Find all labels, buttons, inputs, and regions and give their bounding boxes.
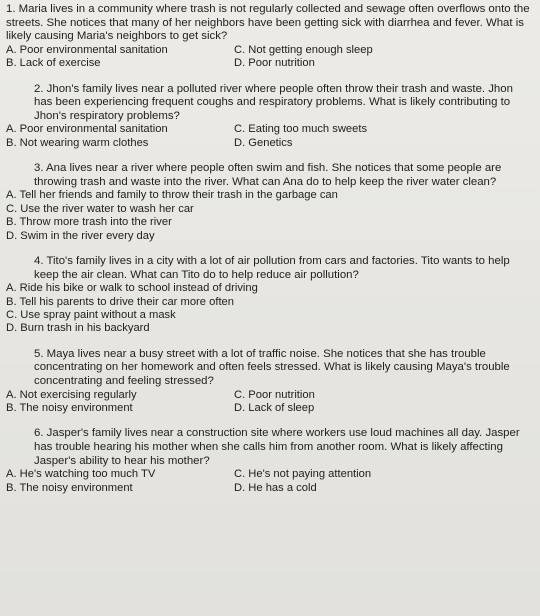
question-1-option-c: C. Not getting enough sleep [234,43,373,56]
question-4 [6,255,532,336]
question-4-stem: 4. Tito's family lives in a city with a lot of air pollution from cars and factories. Tito wants to help keep the air clean. What can Tito do to help reduce air pollution? [34,255,510,281]
question-5-option-d: D. Lack of sleep [234,402,315,414]
question-3-stem: 3. Ana lives near a river where people often swim and fish. She notices that some people are throwing trash and waste into the river. What can Ana do to help keep the river water clean? [34,162,502,188]
question-3-option-a: A. Tell her friends and family to throw their trash in the garbage can [6,189,338,202]
question-2-option-c: C. Eating too much sweets [234,123,368,136]
question-5 [6,348,532,416]
question-6-option-a: A. He's watching too much TV [6,468,156,481]
question-2-option-a: A. Poor environmental sanitation [6,123,168,136]
question-5-option-a: A. Not exercising regularly [6,388,137,401]
question-1 [6,3,532,71]
question-6-option-c: C. He's not paying attention [234,468,372,481]
question-6-stem: 6. Jasper's family lives near a construction site where workers use loud machines all day. Jasper has trouble hearing his mother when she calls him from another room. What is likely affecting Jasper's ability to hear his mother? [34,427,520,467]
question-3-option-d: D. Swim in the river every day [6,229,155,242]
question-3-option-b: B. Throw more trash into the river [6,216,172,229]
question-1-options-row-2 [6,57,532,70]
question-5-options-row-2 [6,402,532,415]
question-4-option-c: C. Use spray paint without a mask [6,309,176,321]
question-5-option-b: B. The noisy environment [6,402,133,414]
question-1-stem: 1. Maria lives in a community where trash is not regularly collected and sewage often overflows onto the streets. She notices that many of her neighbors have been getting sick with diarrhea and fever. What is likely causing Maria's neighbors to get sick? [6,3,530,43]
question-2-stem: 2. Jhon's family lives near a polluted river where people often throw their trash and waste. Jhon has been experiencing frequent coughs and respiratory problems. What is likely contributing to Jhon's respiratory problems? [34,82,513,122]
question-6-options-row-2 [6,482,532,495]
question-1-option-a: A. Poor environmental sanitation [6,43,168,56]
question-5-options-row-1 [6,389,532,402]
question-6-option-b: B. The noisy environment [6,481,133,494]
question-3 [6,162,532,243]
question-5-stem: 5. Maya lives near a busy street with a lot of traffic noise. She notices that she has trouble concentrating on her homework and often feels stressed. What is likely causing Maya's trouble concentrating and feeling stressed? [34,347,510,387]
question-6 [6,427,532,495]
question-1-options-row-1 [6,44,532,57]
question-6-options-row-1 [6,468,532,481]
question-4-option-b: B. Tell his parents to drive their car more often [6,295,234,308]
question-6-option-d: D. He has a cold [234,481,317,494]
question-2-option-b: B. Not wearing warm clothes [6,136,149,149]
question-1-option-d: D. Poor nutrition [234,57,315,70]
question-4-option-d: D. Burn trash in his backyard [6,322,150,335]
question-2 [6,83,532,151]
question-1-option-b: B. Lack of exercise [6,57,101,70]
question-4-option-a: A. Ride his bike or walk to school instead of driving [6,282,258,295]
question-2-options-row-1 [6,123,532,136]
question-3-option-c: C. Use the river water to wash her car [6,202,194,215]
question-5-option-c: C. Poor nutrition [234,388,315,401]
question-2-option-d: D. Genetics [234,136,293,149]
question-2-options-row-2 [6,137,532,150]
